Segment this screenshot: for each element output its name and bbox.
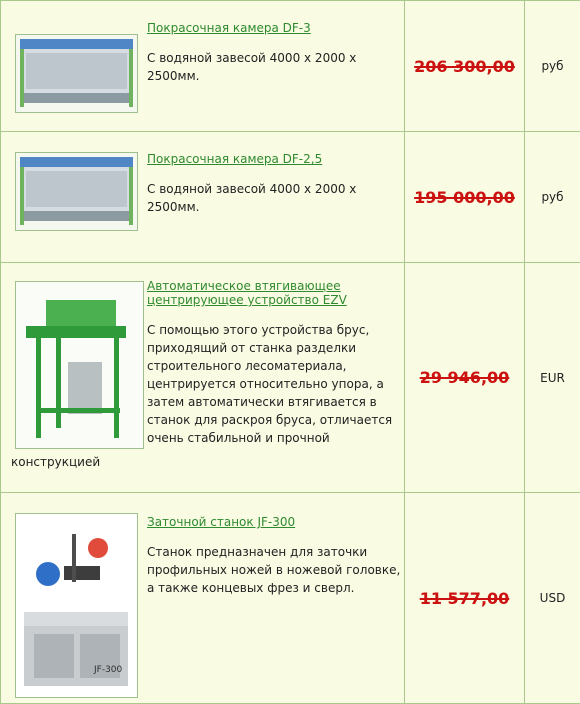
product-title-link[interactable]: Покрасочная камера DF-2,5 [147,152,397,166]
product-description: Станок предназначен для заточки профильных ножей в ножевой головке, а также концевых фрез и сверл. [147,543,405,597]
table-row [1,1,580,132]
grinding-machine-image[interactable] [15,513,138,698]
product-price: 206 300,00 [414,57,515,76]
product-info [147,21,397,85]
price-cell [405,1,525,132]
product-info [147,279,399,447]
product-cell [1,263,405,493]
product-info [147,515,405,597]
product-cell [1,1,405,132]
product-price: 11 577,00 [420,589,510,608]
product-title-link[interactable]: Покрасочная камера DF-3 [147,21,397,35]
product-description: С водяной завесой 4000 х 2000 х 2500мм. [147,180,397,216]
price-cell [405,263,525,493]
product-title-link[interactable]: Заточной станок JF-300 [147,515,405,529]
paint-booth-image[interactable] [15,34,138,113]
currency-cell: руб [525,132,580,263]
currency-cell: руб [525,1,580,132]
product-info [147,152,397,216]
paint-booth-image[interactable] [15,152,138,231]
product-cell [1,493,405,704]
table-row [1,493,580,704]
product-price: 29 946,00 [420,368,510,387]
model-label: JF-300 [93,665,123,675]
product-description: С водяной завесой 4000 х 2000 х 2500мм. [147,49,397,85]
product-description: С помощью этого устройства брус, приходящий от станка разделки строительного лесоматериала, центрируется относительно упора, а затем автоматически втягивается в станок для раскроя бруса, отличается очень стабильной и прочной [147,321,399,447]
product-price: 195 000,00 [414,188,515,207]
price-cell [405,132,525,263]
product-title-link[interactable]: Автоматическое втягивающее центрирующее устройство EZV [147,279,399,307]
product-cell [1,132,405,263]
centering-device-image[interactable] [15,281,144,449]
currency-cell: USD [525,493,580,704]
product-description-tail: конструкцией [11,455,100,469]
currency-cell: EUR [525,263,580,493]
table-row [1,263,580,493]
price-cell [405,493,525,704]
table-row [1,132,580,263]
